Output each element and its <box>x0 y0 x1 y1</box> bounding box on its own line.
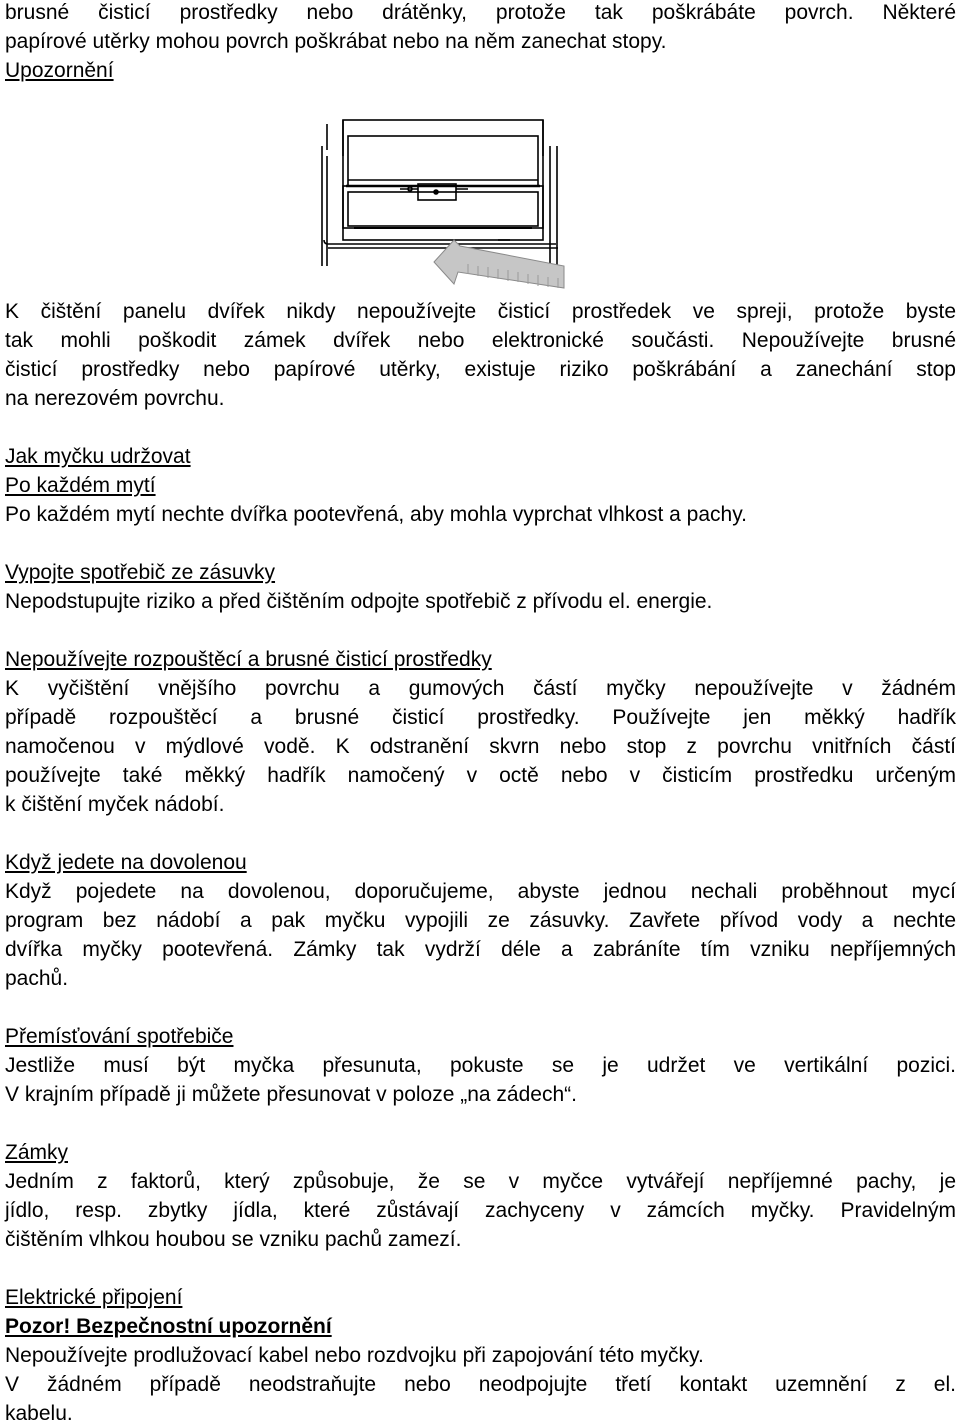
seals-line-1: Jedním z faktorů, který způsobuje, že se v myčce vytvářejí nepříjemné pachy, je <box>5 1170 956 1193</box>
holiday-line-2: program bez nádobí a pak myčku vypojili ze zásuvky. Zavřete přívod vody a nechte <box>5 909 956 932</box>
maintenance-heading: Jak myčku udržovat <box>5 445 191 468</box>
seals-heading: Zámky <box>5 1141 68 1164</box>
seals-line-2: jídlo, resp. zbytky jídla, které zůstávají zachyceny v zámcích myčky. Pravidelným <box>5 1199 956 1222</box>
panel-line-3: čisticí prostředky nebo papírové utěrky, existuje riziko poškrábání a zanechání stop <box>5 358 956 381</box>
solvents-line-4: používejte také měkký hadřík namočený v octě nebo v čisticím prostředku určeným <box>5 764 956 787</box>
moving-line-1: Jestliže musí být myčka přesunuta, pokuste se je udržet ve vertikální pozici. <box>5 1054 956 1077</box>
solvents-heading: Nepoužívejte rozpouštěcí a brusné čisticí prostředky <box>5 648 492 671</box>
electric-line-2: V žádném případě neodstraňujte nebo neodpojujte třetí kontakt uzemnění z el. <box>5 1373 956 1396</box>
holiday-line-3: dvířka myčky pootevřená. Zámky tak vydrží déle a zabráníte tím vzniku nepříjemných <box>5 938 956 961</box>
after-wash-text: Po každém mytí nechte dvířka pootevřená, aby mohla vyprchat vlhkost a pachy. <box>5 503 747 526</box>
panel-line-2: tak mohli poškodit zámek dvířek nebo elektronické součásti. Nepoužívejte brusné <box>5 329 956 352</box>
panel-line-4: na nerezovém povrchu. <box>5 387 225 410</box>
unplug-heading: Vypojte spotřebič ze zásuvky <box>5 561 276 584</box>
intro-line-1: brusné čisticí prostředky nebo drátěnky, protože tak poškrábáte povrch. Některé <box>5 1 956 24</box>
moving-heading: Přemísťování spotřebiče <box>5 1025 234 1048</box>
seals-line-3: čištěním vlhkou houbou se vzniku pachů zamezí. <box>5 1228 462 1251</box>
solvents-line-5: k čištění myček nádobí. <box>5 793 225 816</box>
after-wash-heading: Po každém mytí <box>5 474 156 497</box>
solvents-line-2: případě rozpouštěcí a brusné čisticí prostředky. Používejte jen měkký hadřík <box>5 706 956 729</box>
electric-heading: Elektrické připojení <box>5 1286 183 1309</box>
intro-line-2: papírové utěrky mohou povrch poškrábat nebo na něm zanechat stopy. <box>5 30 667 53</box>
moving-line-2: V krajním případě ji můžete přesunovat v poloze „na zádech“. <box>5 1083 577 1106</box>
solvents-line-1: K vyčištění vnějšího povrchu a gumových částí myčky nepoužívejte v žádném <box>5 677 956 700</box>
unplug-text: Nepodstupujte riziko a před čištěním odpojte spotřebič z přívodu el. energie. <box>5 590 713 613</box>
holiday-line-4: pachů. <box>5 967 69 990</box>
panel-line-1: K čištění panelu dvířek nikdy nepoužívejte čisticí prostředek ve spreji, protože byste <box>5 300 956 323</box>
door-panel-cleaning-illustration <box>318 116 566 294</box>
safety-warning-heading: Pozor! Bezpečnostní upozornění <box>5 1315 332 1338</box>
electric-line-1: Nepoužívejte prodlužovací kabel nebo rozdvojku při zapojování této myčky. <box>5 1344 704 1367</box>
solvents-line-3: namočenou v mýdlové vodě. K odstranění skvrn nebo stop z povrchu vnitřních částí <box>5 735 956 758</box>
warning-heading: Upozornění <box>5 59 114 82</box>
holiday-heading: Když jedete na dovolenou <box>5 851 247 874</box>
electric-line-3: kabelu. <box>5 1402 73 1425</box>
holiday-line-1: Když pojedete na dovolenou, doporučujeme, abyste jednou nechali proběhnout mycí <box>5 880 956 903</box>
